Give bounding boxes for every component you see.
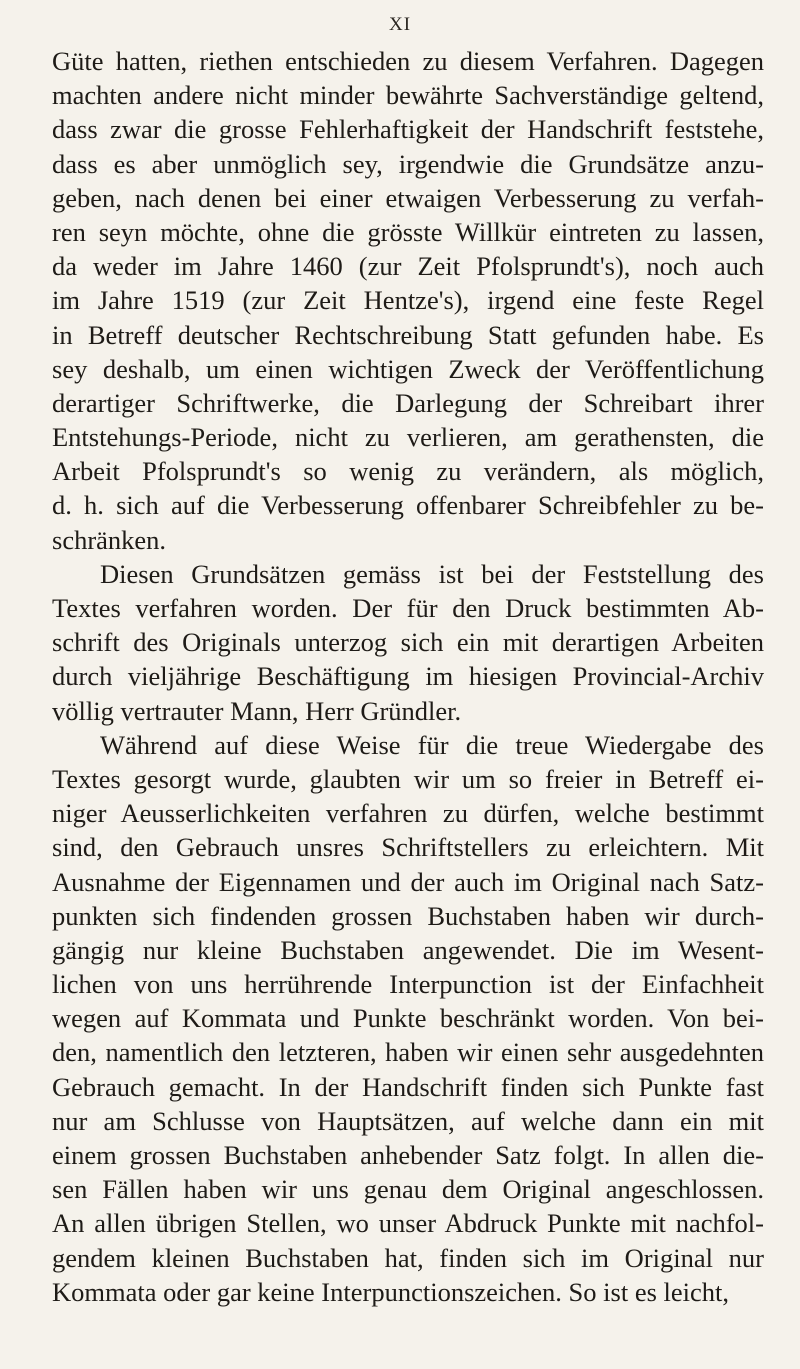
text-line: geben, nach denen bei einer etwaigen Verbesserung zu verfah- (52, 182, 764, 213)
text-line: einem grossen Buchstaben anhebender Satz folgt. In allen die- (52, 1140, 764, 1170)
text-line: im Jahre 1519 (zur Zeit Hentze's), irgend eine feste Regel (52, 285, 764, 316)
paragraph (52, 44, 764, 557)
text-line: in Betreff deutscher Rechtschreibung Statt gefunden habe. Es (52, 319, 764, 350)
text-line: Arbeit Pfolsprundt's so wenig zu verändern, als möglich, (52, 456, 764, 487)
text-line: Textes verfahren worden. Der für den Druck bestimmten Ab- (52, 593, 764, 623)
text-line: Entstehungs-Periode, nicht zu verlieren, am gerathensten, die (52, 422, 764, 453)
text-line: völlig vertrauter Mann, Herr Gründler. (52, 695, 462, 726)
text-line: Ausnahme der Eigennamen und der auch im Original nach Satz- (52, 866, 764, 897)
text-line: Textes gesorgt wurde, glaubten wir um so freier in Betreff ei- (52, 763, 764, 794)
text-line: sind, den Gebrauch unsres Schriftstellers zu erleichtern. Mit (52, 832, 764, 863)
text-line: da weder im Jahre 1460 (zur Zeit Pfolsprundt's), noch auch (52, 251, 764, 282)
text-line: dass es aber unmöglich sey, irgendwie die Grundsätze anzu- (52, 148, 764, 179)
text-line: lichen von uns herrührende Interpunction ist der Einfachheit (52, 969, 764, 1000)
text-line: d. h. sich auf die Verbesserung offenbarer Schreibfehler zu be- (52, 490, 764, 521)
text-line: den, namentlich den letzteren, haben wir einen sehr ausgedehnten (52, 1037, 764, 1068)
text-line: sen Fällen haben wir uns genau dem Original angeschlossen. (52, 1174, 764, 1205)
text-line: derartiger Schriftwerke, die Darlegung der Schreibart ihrer (52, 387, 764, 418)
text-line: punkten sich findenden grossen Buchstaben haben wir durch- (52, 900, 764, 931)
body-text (52, 44, 764, 1309)
text-line: Kommata oder gar keine Interpunctionszeichen. So ist es leicht, (52, 1276, 730, 1307)
text-line: schrift des Originals unterzog sich ein mit derartigen Arbeiten (52, 627, 764, 658)
paragraph (52, 557, 764, 728)
text-line: schränken. (52, 524, 167, 555)
page-number: XI (388, 14, 412, 35)
text-line: durch vieljährige Beschäftigung im hiesigen Provincial-Archiv (52, 661, 764, 692)
text-line: gendem kleinen Buchstaben hat, finden sich im Original nur (52, 1242, 764, 1273)
paragraph (52, 728, 764, 1309)
text-line: Diesen Grundsätzen gemäss ist bei der Feststellung des (100, 558, 764, 589)
text-line: ren seyn möchte, ohne die grösste Willkür eintreten zu lassen, (52, 216, 764, 247)
text-line: Gebrauch gemacht. In der Handschrift finden sich Punkte fast (52, 1071, 764, 1102)
text-line: niger Aeusserlichkeiten verfahren zu dürfen, welche bestimmt (52, 798, 764, 829)
text-line: An allen übrigen Stellen, wo unser Abdruck Punkte mit nachfol- (52, 1208, 764, 1239)
text-line: wegen auf Kommata und Punkte beschränkt worden. Von bei- (52, 1003, 764, 1034)
text-line: gängig nur kleine Buchstaben angewendet. Die im Wesent- (52, 934, 764, 965)
text-line: dass zwar die grosse Fehlerhaftigkeit der Handschrift feststehe, (52, 114, 764, 145)
text-line: sey deshalb, um einen wichtigen Zweck der Veröffentlichung (52, 353, 764, 384)
text-line: Güte hatten, riethen entschieden zu diesem Verfahren. Dagegen (52, 46, 764, 76)
text-line: nur am Schlusse von Hauptsätzen, auf welche dann ein mit (52, 1105, 764, 1136)
text-line: machten andere nicht minder bewährte Sachverständige geltend, (52, 80, 764, 111)
text-line: Während auf diese Weise für die treue Wiedergabe des (100, 729, 764, 760)
